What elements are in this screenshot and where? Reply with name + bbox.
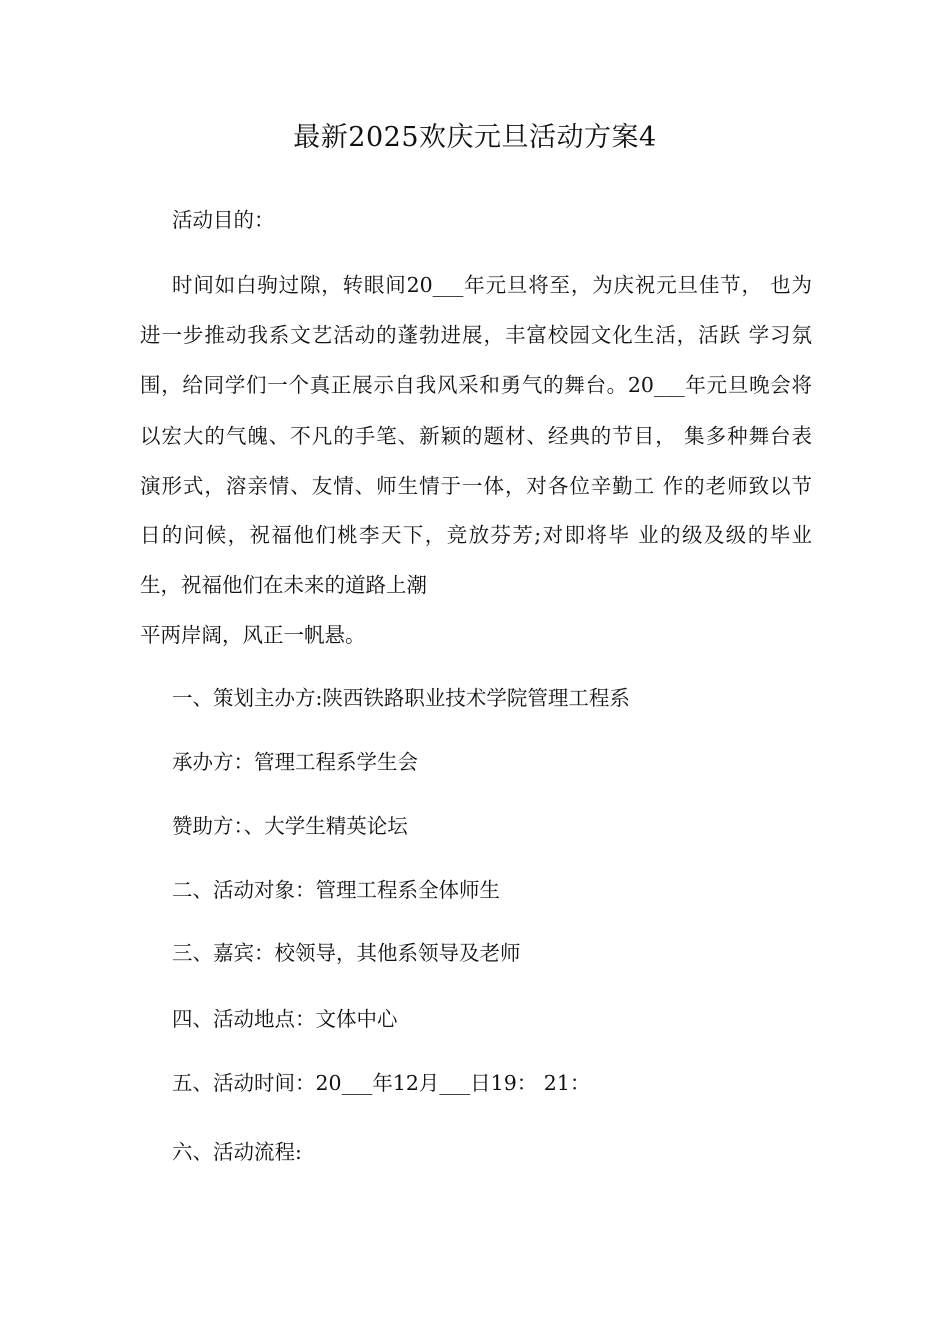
paragraph-line: 进一步推动我系文艺活动的蓬勃进展，丰富校园文化生活，活跃 学习氛 [140, 323, 812, 347]
purpose-heading: 活动目的： [172, 208, 275, 232]
process-heading: 六、活动流程: [172, 1140, 302, 1164]
paragraph-line: 生，祝福他们在未来的道路上潮 [140, 573, 427, 597]
paragraph-line: 围，给同学们一个真正展示自我风采和勇气的舞台。20___年元旦晚会将 [140, 373, 812, 397]
paragraph-line: 以宏大的气魄、不凡的手笔、新颖的题材、经典的节目， 集多种舞台表 [140, 424, 812, 448]
time-item: 五、活动时间：20___年12月___日19： 21： [172, 1071, 591, 1095]
sponsor-item: 赞助方：、大学生精英论坛 [172, 814, 408, 838]
paragraph-line: 日的问候，祝福他们桃李天下，竞放芬芳;对即将毕 业的级及级的毕业 [140, 523, 812, 547]
paragraph-line: 演形式，溶亲情、友情、师生情于一体，对各位辛勤工 作的老师致以节 [140, 474, 812, 498]
document-title: 最新2025欢庆元旦活动方案4 [293, 122, 657, 153]
location-item: 四、活动地点：文体中心 [172, 1007, 398, 1031]
organizer-item: 一、策划主办方:陕西铁路职业技术学院管理工程系 [172, 686, 630, 710]
paragraph-line: 平两岸阔，风正一帆悬。 [140, 623, 366, 647]
co-organizer-item: 承办方：管理工程系学生会 [172, 750, 418, 774]
guests-item: 三、嘉宾：校领导，其他系领导及老师 [172, 941, 521, 965]
paragraph-line: 时间如白驹过隙，转眼间20___年元旦将至，为庆祝元旦佳节， 也为 [172, 273, 812, 297]
audience-item: 二、活动对象：管理工程系全体师生 [172, 878, 500, 902]
